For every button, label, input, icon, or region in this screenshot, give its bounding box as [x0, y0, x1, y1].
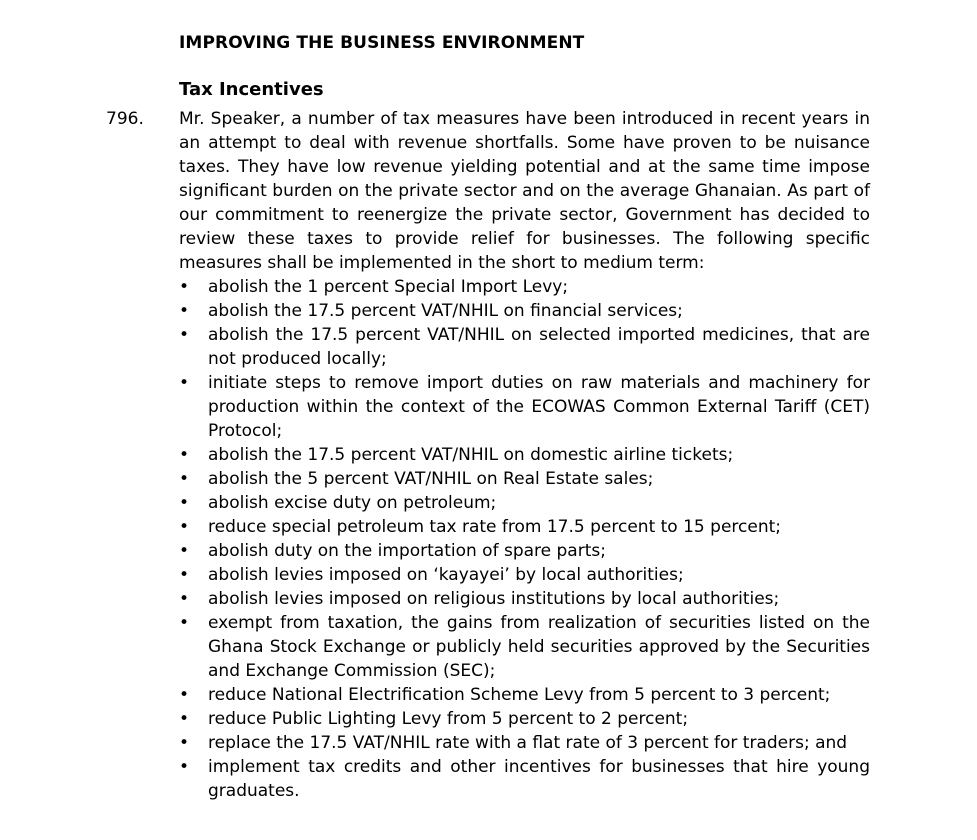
list-item	[179, 491, 870, 515]
bullet-icon: •	[179, 685, 190, 705]
list-item-text: abolish levies imposed on ‘kayayei’ by local authorities;	[208, 565, 684, 585]
list-item-text: abolish excise duty on petroleum;	[208, 493, 497, 513]
bullet-icon: •	[179, 493, 190, 513]
bullet-icon: •	[179, 517, 190, 537]
bullet-icon: •	[179, 301, 190, 321]
list-item-text: abolish duty on the importation of spare parts;	[208, 541, 606, 561]
bullet-icon: •	[179, 589, 190, 609]
list-item	[179, 323, 870, 371]
list-item-text: exempt from taxation, the gains from realization of securities listed on the Ghana Stock Exchange or publicly held securities approved by the Securities and Exchange Commission (SEC);	[208, 613, 870, 681]
list-item-text: abolish the 17.5 percent VAT/NHIL on selected imported medicines, that are not produced locally;	[208, 325, 870, 369]
list-item-text: implement tax credits and other incentives for businesses that hire young graduates.	[208, 757, 870, 801]
list-item	[179, 611, 870, 683]
list-item-text: abolish the 17.5 percent VAT/NHIL on financial services;	[208, 301, 683, 321]
list-item-text: reduce National Electrification Scheme Levy from 5 percent to 3 percent;	[208, 685, 831, 705]
bullet-icon: •	[179, 277, 190, 297]
bullet-icon: •	[179, 325, 190, 345]
bullet-icon: •	[179, 565, 190, 585]
bullet-icon: •	[179, 469, 190, 489]
section-heading: IMPROVING THE BUSINESS ENVIRONMENT	[179, 33, 585, 53]
list-item	[179, 707, 870, 731]
list-item	[179, 443, 870, 467]
list-item	[179, 587, 870, 611]
bullet-icon: •	[179, 733, 190, 753]
list-item	[179, 371, 870, 443]
bullet-icon: •	[179, 541, 190, 561]
list-item-text: abolish levies imposed on religious institutions by local authorities;	[208, 589, 780, 609]
list-item-text: abolish the 17.5 percent VAT/NHIL on domestic airline tickets;	[208, 445, 734, 465]
list-item-text: initiate steps to remove import duties on raw materials and machinery for production within the context of the ECOWAS Common External Tariff (CET) Protocol;	[208, 373, 870, 441]
paragraph-text: Mr. Speaker, a number of tax measures have been introduced in recent years in an attempt to deal with revenue shortfalls. Some have proven to be nuisance taxes. They have low revenue yielding potential and at the same time impose significant burden on the private sector and on the average Ghanaian. As part of our commitment to reenergize the private sector, Government has decided to review these taxes to provide relief for businesses. The following specific measures shall be implemented in the short to medium term:	[179, 109, 870, 273]
bullet-icon: •	[179, 757, 190, 777]
list-item	[179, 515, 870, 539]
list-item	[179, 275, 870, 299]
list-item	[179, 683, 870, 707]
list-item	[179, 731, 870, 755]
measures-list	[179, 275, 870, 803]
bullet-icon: •	[179, 709, 190, 729]
list-item-text: abolish the 5 percent VAT/NHIL on Real Estate sales;	[208, 469, 654, 489]
list-item	[179, 467, 870, 491]
subsection-heading: Tax Incentives	[179, 79, 324, 100]
paragraph-body	[179, 107, 870, 803]
list-item-text: reduce Public Lighting Levy from 5 percent to 2 percent;	[208, 709, 689, 729]
bullet-icon: •	[179, 613, 190, 633]
list-item-text: replace the 17.5 VAT/NHIL rate with a flat rate of 3 percent for traders; and	[208, 733, 848, 753]
list-item	[179, 563, 870, 587]
list-item-text: abolish the 1 percent Special Import Levy;	[208, 277, 569, 297]
list-item-text: reduce special petroleum tax rate from 17.5 percent to 15 percent;	[208, 517, 781, 537]
list-item	[179, 755, 870, 803]
list-item	[179, 539, 870, 563]
list-item	[179, 299, 870, 323]
bullet-icon: •	[179, 445, 190, 465]
paragraph-number: 796.	[106, 109, 144, 129]
bullet-icon: •	[179, 373, 190, 393]
